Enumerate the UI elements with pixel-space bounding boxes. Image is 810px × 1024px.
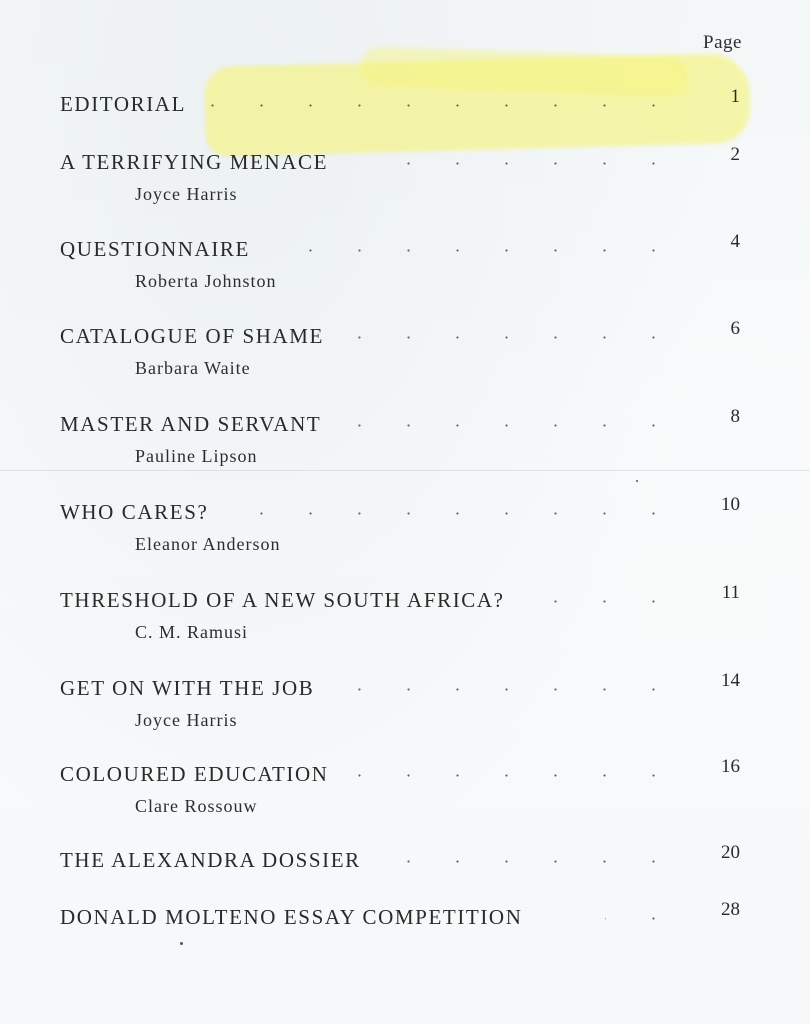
dot-leader — [357, 688, 678, 694]
dot-leader — [605, 917, 678, 923]
toc-entry-title: THE ALEXANDRA DOSSIER — [60, 848, 361, 872]
toc-entry-author: Joyce Harris — [135, 710, 238, 730]
toc-entry — [60, 318, 740, 378]
paper-speck — [636, 480, 638, 482]
toc-entry-page-number: 2 — [730, 144, 740, 165]
toc-entry-page-number: 14 — [721, 670, 740, 691]
toc-entry-title: CATALOGUE OF SHAME — [60, 324, 324, 348]
toc-entry — [60, 670, 740, 730]
toc-entry-page-number: 28 — [721, 899, 740, 920]
dot-leader — [357, 336, 678, 342]
toc-entry — [60, 582, 740, 642]
toc-entry-author: Barbara Waite — [135, 358, 251, 378]
toc-entry — [60, 231, 740, 291]
toc-entry-title: COLOURED EDUCATION — [60, 762, 329, 786]
toc-entry-author: Clare Rossouw — [135, 796, 258, 816]
dot-leader — [357, 424, 678, 430]
paper-speck — [180, 942, 183, 945]
toc-entry-page-number: 6 — [730, 318, 740, 339]
toc-entry-author: Eleanor Anderson — [135, 534, 281, 554]
toc-entry — [60, 842, 740, 878]
dot-leader — [308, 249, 678, 255]
toc-entry — [60, 494, 740, 554]
toc-entry-author: Pauline Lipson — [135, 446, 258, 466]
toc-entry — [60, 406, 740, 466]
toc-entry-author: Joyce Harris — [135, 184, 238, 204]
dot-leader — [553, 600, 678, 606]
dot-leader — [258, 512, 678, 518]
dot-leader — [405, 860, 678, 866]
toc-entry-title: EDITORIAL — [60, 92, 186, 116]
toc-entry-title: MASTER AND SERVANT — [60, 412, 322, 436]
toc-entry-title: THRESHOLD OF A NEW SOUTH AFRICA? — [60, 588, 505, 612]
toc-entry-page-number: 8 — [730, 406, 740, 427]
toc-entry — [60, 86, 740, 122]
dot-leader — [357, 774, 678, 780]
toc-entry — [60, 756, 740, 816]
toc-entry-page-number: 1 — [730, 86, 740, 107]
toc-entry-title: GET ON WITH THE JOB — [60, 676, 315, 700]
page-column-header: Page — [703, 32, 742, 53]
toc-entry-title: WHO CARES? — [60, 500, 209, 524]
toc-entry-page-number: 16 — [721, 756, 740, 777]
toc-entry-page-number: 10 — [721, 494, 740, 515]
toc-entry-author: C. M. Ramusi — [135, 622, 249, 642]
toc-entry-title: DONALD MOLTENO ESSAY COMPETITION — [60, 905, 523, 929]
toc-entry-page-number: 11 — [721, 582, 740, 603]
toc-entry-author: Roberta Johnston — [135, 271, 277, 291]
dot-leader — [210, 104, 678, 110]
toc-entry-page-number: 4 — [730, 231, 740, 252]
toc-entry-title: QUESTIONNAIRE — [60, 237, 250, 261]
toc-entry — [60, 144, 740, 204]
paper-fold-line — [0, 470, 810, 471]
toc-entry — [60, 899, 740, 935]
toc-entry-page-number: 20 — [721, 842, 740, 863]
dot-leader — [405, 162, 678, 168]
toc-entry-title: A TERRIFYING MENACE — [60, 150, 329, 174]
